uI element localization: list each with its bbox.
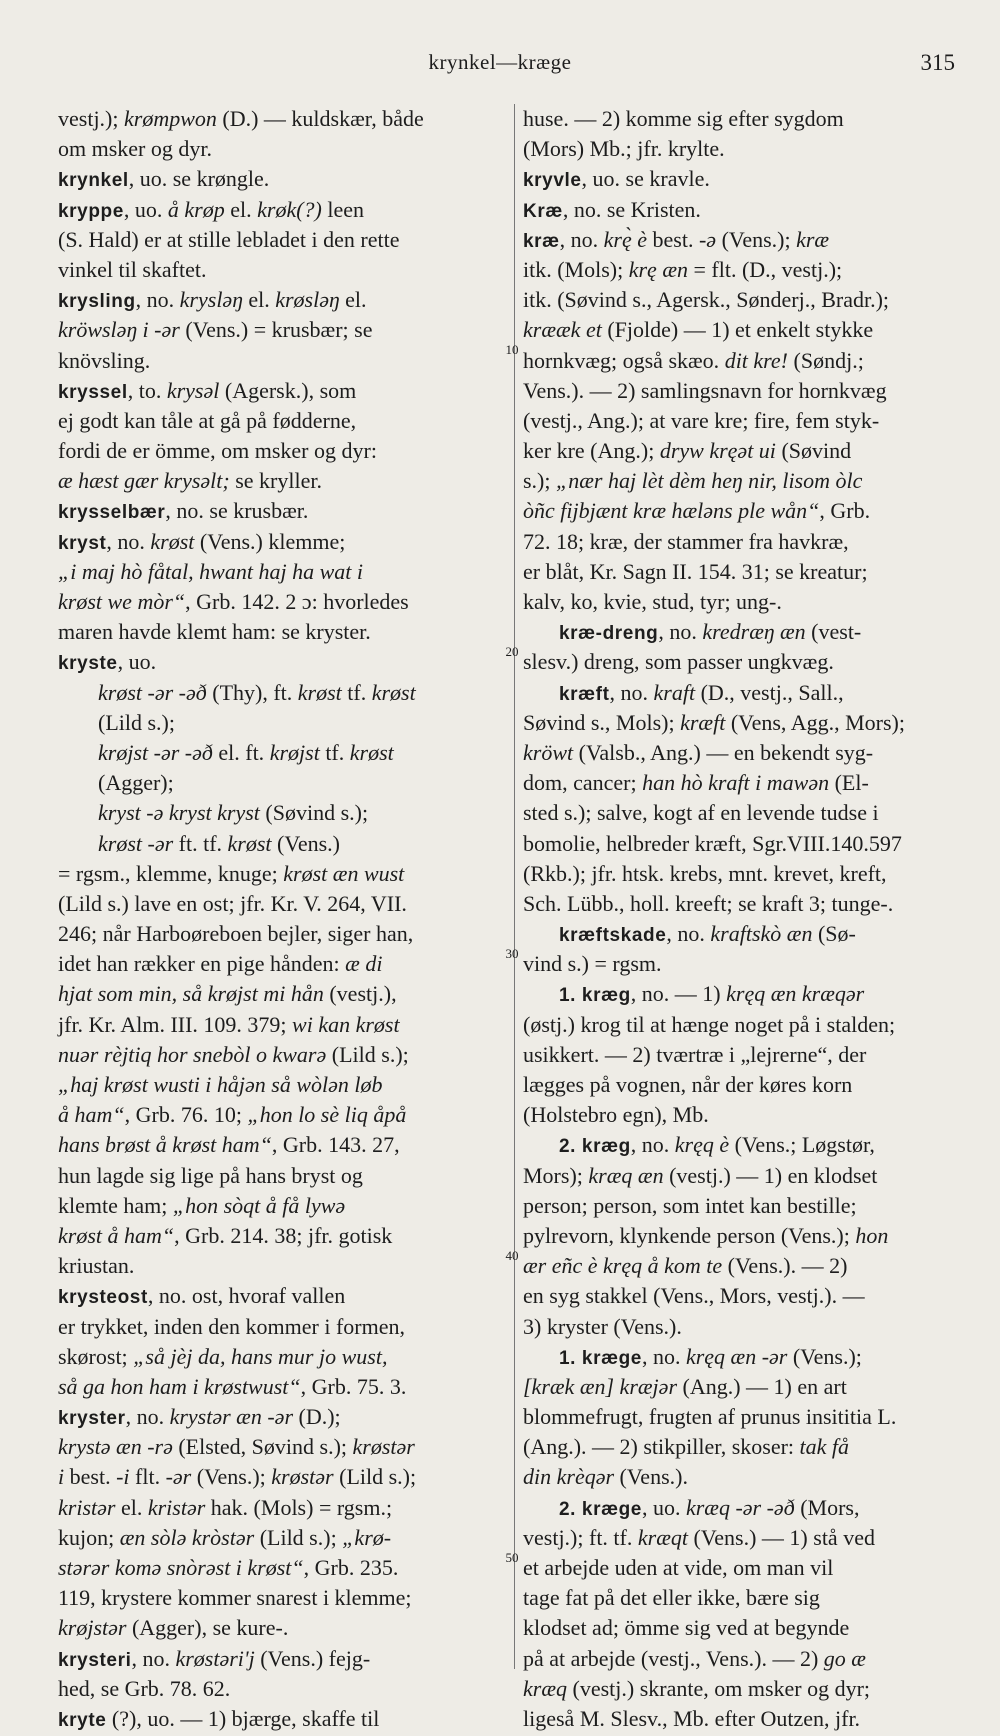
left_column-line: = rgsm., klemme, knuge; krøst æn wust bbox=[58, 860, 405, 886]
left_column-line: (S. Hald) er at stille lebladet i den rette bbox=[58, 226, 400, 252]
left_column-line: ej godt kan tåle at gå på fødderne, bbox=[58, 407, 357, 433]
left_column-line: krøjstǝr (Agger), se kure-. bbox=[58, 1615, 289, 1641]
left_column-line: krystǝ æn -rǝ (Elsted, Søvind s.); krøstǝr bbox=[58, 1434, 415, 1460]
right_column-line: bomolie, helbreder kræft, Sgr.VIII.140.597 bbox=[523, 830, 902, 856]
left_column-line: hed, se Grb. 78. 62. bbox=[58, 1675, 231, 1701]
left_column-line: å ham“, Grb. 76. 10; „hon lo sè liq åpå bbox=[58, 1102, 407, 1128]
right_column-line: 2. kræg, no. kręq è (Vens.; Løgstør, bbox=[559, 1132, 875, 1158]
right_column-line: kryvle, uo. se kravle. bbox=[523, 166, 710, 192]
right_column-line: Kræ, no. se Kristen. bbox=[523, 196, 701, 222]
left_column-line: krysteost, no. ost, hvoraf vallen bbox=[58, 1283, 346, 1309]
right_column-line: hornkvæg; også skæo. dit kre! (Søndj.; bbox=[523, 347, 864, 373]
left_column-line: kryssel, to. krysǝl (Agersk.), som bbox=[58, 377, 357, 403]
right_column-line: vind s.) = rgsm. bbox=[523, 951, 662, 977]
right_column-line: itk. (Mols); krę æn = flt. (D., vestj.); bbox=[523, 256, 843, 282]
left-column bbox=[58, 104, 503, 1734]
left_column-line: nuǝr rèjtiq hor snebòl o kwarǝ (Lild s.); bbox=[58, 1041, 409, 1067]
left_column-line: (Lild s.) lave en ost; jfr. Kr. V. 264, VII. bbox=[58, 890, 407, 916]
left_column-line: skørost; „så jèj da, hans mur jo wust, bbox=[58, 1343, 388, 1369]
left_column-line: krysling, no. kryslǝŋ el. krøslǝŋ el. bbox=[58, 287, 367, 313]
right_column-line: ligeså M. Slesv., Mb. efter Outzen, jfr. bbox=[523, 1705, 861, 1731]
right_column-line: ær eñc è kręq å kom te (Vens.). — 2) bbox=[523, 1253, 848, 1279]
left_column-line: kujon; æn sòlǝ kròstǝr (Lild s.); „krø- bbox=[58, 1524, 392, 1550]
left_column-line: 119, krystere kommer snarest i klemme; bbox=[58, 1585, 412, 1611]
right_column-line: blommefrugt, frugten af prunus insititia L. bbox=[523, 1404, 897, 1430]
left_column-line: fordi de er ömme, om msker og dyr: bbox=[58, 438, 377, 464]
right_column-line: 1. kræge, no. kręq æn -ǝr (Vens.); bbox=[559, 1343, 862, 1369]
column-divider bbox=[514, 104, 515, 1669]
right_column-line: kræft, no. kraft (D., vestj., Sall., bbox=[559, 679, 844, 705]
right_column-line: person; person, som intet kan bestille; bbox=[523, 1192, 857, 1218]
left_column-line: om msker og dyr. bbox=[58, 136, 212, 162]
left_column-line: kryst -ǝ kryst kryst (Søvind s.); bbox=[98, 800, 369, 826]
left_column-line: krøst å ham“, Grb. 214. 38; jfr. gotisk bbox=[58, 1222, 393, 1248]
left_column-line: (Agger); bbox=[98, 770, 174, 796]
right_column-line: krææk et (Fjolde) — 1) et enkelt stykke bbox=[523, 317, 874, 343]
right_column-line: kræftskade, no. kraftskò æn (Sø- bbox=[559, 921, 856, 947]
left_column-line: så ga hon ham i krøstwust“, Grb. 75. 3. bbox=[58, 1373, 407, 1399]
left_column-line: kryppe, uo. å krøp el. krøk(?) leen bbox=[58, 196, 365, 222]
right_column-line: 1. kræg, no. — 1) kręq æn kræqǝr bbox=[559, 981, 865, 1007]
right_column-line: lægges på vognen, når der køres korn bbox=[523, 1072, 853, 1097]
left_column-line: krøst -ǝr ft. tf. krøst (Vens.) bbox=[98, 830, 340, 856]
right_column-line: kröwt (Valsb., Ang.) — en bekendt syg- bbox=[523, 739, 874, 765]
left_column-line: kryster, no. krystǝr æn -ǝr (D.); bbox=[58, 1404, 341, 1430]
right_column-line: klodset ad; ömme sig ved at begynde bbox=[523, 1615, 850, 1641]
page-number: 315 bbox=[920, 50, 955, 75]
right_column-line: ker kre (Ang.); dryw kręǝt ui (Søvind bbox=[523, 438, 852, 464]
left_column-line: vestj.); krømpwon (D.) — kuldskær, både bbox=[58, 106, 424, 131]
right_column-line: kræ, no. krę̀ è best. -ǝ (Vens.); kræ bbox=[523, 226, 830, 252]
left_column-line: maren havde klemt ham: se kryster. bbox=[58, 619, 371, 645]
left_column-line: jfr. Kr. Alm. III. 109. 379; wi kan krøst bbox=[58, 1011, 400, 1037]
left_column-line: kryte (?), uo. — 1) bjærge, skaffe til bbox=[58, 1705, 380, 1731]
right_column-line: kræ-dreng, no. kredræŋ æn (vest- bbox=[559, 619, 862, 645]
left_column-line: idet han rækker en pige hånden: æ di bbox=[58, 951, 383, 977]
right-column bbox=[523, 104, 960, 1734]
line-number-40: 40 bbox=[505, 1248, 519, 1263]
right_column-line: òñc fijbjænt kræ hælǝns ple wån“, Grb. bbox=[523, 498, 871, 524]
left_column-line: klemte ham; „hon sòqt å få lywǝ bbox=[58, 1192, 346, 1218]
right_column-line: dom, cancer; han hò kraft i mawǝn (El- bbox=[523, 770, 869, 796]
left_column-line: vinkel til skaftet. bbox=[58, 256, 207, 282]
left_column-line: hans brøst å krøst ham“, Grb. 143. 27, bbox=[58, 1132, 400, 1158]
right_column-line: din krèqǝr (Vens.). bbox=[523, 1464, 688, 1490]
right_column-line: 3) kryster (Vens.). bbox=[523, 1313, 682, 1339]
left_column-line: kryst, no. krøst (Vens.) klemme; bbox=[58, 528, 346, 554]
left_column-line: hjat som min, så krøjst mi hån (vestj.), bbox=[58, 981, 397, 1007]
right_column-line: en syg stakkel (Vens., Mors, vestj.). — bbox=[523, 1283, 865, 1309]
line-number-30: 30 bbox=[505, 946, 519, 961]
right_column-line: er blåt, Kr. Sagn II. 154. 31; se kreatur; bbox=[523, 558, 868, 584]
right_column-line: 72. 18; kræ, der stammer fra havkræ, bbox=[523, 528, 849, 554]
right_column-line: Sch. Lübb., holl. kreeft; se kraft 3; tunge-. bbox=[523, 890, 894, 916]
left_column-line: kryste, uo. bbox=[58, 649, 157, 675]
right_column-line: pylrevorn, klynkende person (Vens.); hon bbox=[523, 1222, 889, 1248]
left_column-line: krysteri, no. krøstǝri'j (Vens.) fejg- bbox=[58, 1645, 371, 1671]
left_column-line: krynkel, uo. se krøngle. bbox=[58, 166, 270, 192]
left_column-line: i best. -i flt. -ǝr (Vens.); krøstǝr (Lild s.); bbox=[58, 1464, 417, 1490]
right_column-line: kræq (vestj.) skrante, om msker og dyr; bbox=[523, 1675, 871, 1701]
left_column-line: kriustan. bbox=[58, 1253, 135, 1279]
line-number-50: 50 bbox=[505, 1550, 519, 1565]
running-head bbox=[0, 50, 1000, 80]
right_column-line: kalv, ko, kvie, stud, tyr; ung-. bbox=[523, 589, 782, 614]
right_column-line: (Ang.). — 2) stikpiller, skoser: tak få bbox=[523, 1434, 850, 1460]
right_column-line: (Holstebro egn), Mb. bbox=[523, 1102, 709, 1128]
right_column-line: s.); „nær haj lèt dèm heŋ nir, lisom òlc bbox=[523, 468, 863, 494]
left_column-line: krøjst -ǝr -ǝð el. ft. krøjst tf. krøst bbox=[98, 739, 394, 765]
right_column-line: (Mors) Mb.; jfr. krylte. bbox=[523, 136, 725, 162]
left_column-line: 246; når Harboøreboen bejler, siger han, bbox=[58, 921, 414, 947]
left_column-line: kristǝr el. kristǝr hak. (Mols) = rgsm.; bbox=[58, 1494, 393, 1520]
line-number-20: 20 bbox=[505, 644, 519, 659]
right_column-line: slesv.) dreng, som passer ungkvæg. bbox=[523, 649, 834, 675]
left_column-line: krøst -ǝr -ǝð (Thy), ft. krøst tf. krøst bbox=[98, 679, 416, 705]
right_column-line: Vens.). — 2) samlingsnavn for hornkvæg bbox=[523, 377, 887, 403]
left_column-line: „i maj hò fåtal, hwant haj ha wat i bbox=[58, 558, 363, 584]
right_column-line: sted s.); salve, kogt af en levende tudse i bbox=[523, 800, 879, 826]
left_column-line: (Lild s.); bbox=[98, 709, 175, 735]
right_column-line: (vestj., Ang.); at vare kre; fire, fem styk- bbox=[523, 407, 880, 433]
left_column-line: krysselbær, no. se krusbær. bbox=[58, 498, 309, 524]
left_column-line: „haj krøst wusti i håjǝn så wòlǝn løb bbox=[58, 1072, 383, 1097]
right_column-line: tage fat på det eller ikke, bære sig bbox=[523, 1585, 820, 1611]
left_column-line: krøst we mòr“, Grb. 142. 2 ɔ: hvorledes bbox=[58, 589, 409, 614]
right_column-line: usikkert. — 2) tværtræ i „lejrerne“, der bbox=[523, 1041, 867, 1067]
left_column-line: stǝrǝr komǝ snòrǝst i krøst“, Grb. 235. bbox=[58, 1555, 399, 1580]
right_column-line: (Rkb.); jfr. htsk. krebs, mnt. krevet, kreft, bbox=[523, 860, 887, 886]
right_column-line: 2. kræge, uo. kræq -ǝr -ǝð (Mors, bbox=[559, 1494, 860, 1520]
left_column-line: er trykket, inden den kommer i formen, bbox=[58, 1313, 406, 1339]
right_column-line: på at arbejde (vestj., Vens.). — 2) go æ bbox=[523, 1645, 866, 1671]
left_column-line: hun lagde sig lige på hans bryst og bbox=[58, 1162, 363, 1188]
right_column-line: [kræk æn] kræjǝr (Ang.) — 1) en art bbox=[523, 1373, 847, 1399]
running-title: krynkel—kræge bbox=[428, 50, 572, 74]
right_column-line: vestj.); ft. tf. kræqt (Vens.) — 1) stå ved bbox=[523, 1524, 875, 1550]
left_column-line: knövsling. bbox=[58, 347, 151, 373]
right_column-line: itk. (Søvind s., Agersk., Sønderj., Bradr.); bbox=[523, 287, 890, 313]
left_column-line: kröwslǝŋ i -ǝr (Vens.) = krusbær; se bbox=[58, 317, 373, 343]
right_column-line: huse. — 2) komme sig efter sygdom bbox=[523, 106, 844, 131]
right_column-line: Mors); kræq æn (vestj.) — 1) en klodset bbox=[523, 1162, 878, 1188]
right_column-line: Søvind s., Mols); kræft (Vens, Agg., Mors); bbox=[523, 709, 905, 735]
right_column-line: (østj.) krog til at hænge noget på i stalden; bbox=[523, 1011, 896, 1037]
left_column-line: æ hæst gær krysǝlt; se kryller. bbox=[58, 468, 322, 494]
right_column-line: et arbejde uden at vide, om man vil bbox=[523, 1555, 834, 1580]
line-number-10: 10 bbox=[505, 342, 519, 357]
